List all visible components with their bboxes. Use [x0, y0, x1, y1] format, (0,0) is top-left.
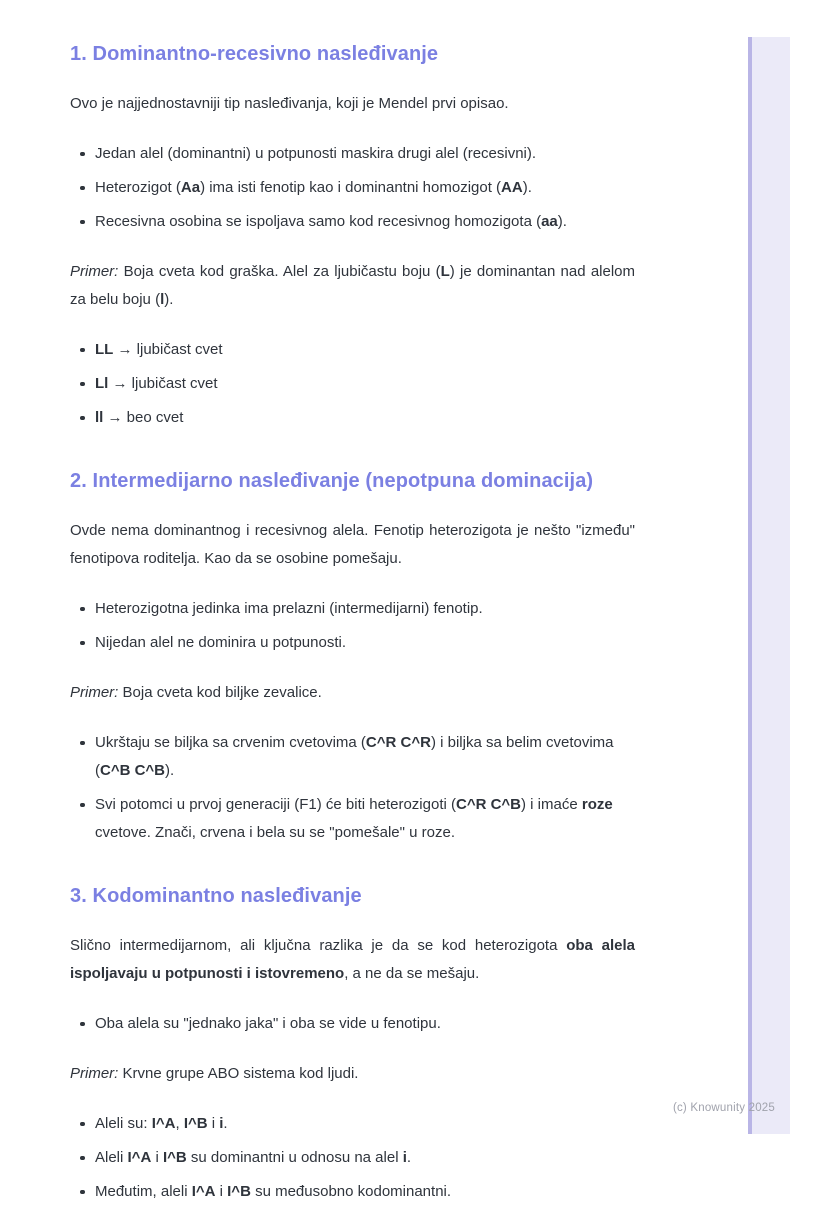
list-item: Nijedan alel ne dominira u potpunosti.	[70, 629, 635, 657]
bullet-list	[70, 595, 635, 657]
list-item: Heterozigot (Aa) ima isti fenotip kao i dominantni homozigot (AA).	[70, 174, 635, 202]
list-item: Heterozigotna jedinka ima prelazni (intermedijarni) fenotip.	[70, 595, 635, 623]
bold-text: AA	[501, 179, 523, 196]
italic-text: Primer:	[70, 263, 119, 280]
bold-text: LL	[95, 341, 114, 358]
bold-text: Ll	[95, 375, 109, 392]
list-item: Recesivna osobina se ispoljava samo kod recesivnog homozigota (aa).	[70, 208, 635, 236]
bold-text: Aa	[180, 179, 201, 196]
bold-text: I^A	[191, 1183, 216, 1200]
section-heading: 2. Intermedijarno nasleđivanje (nepotpuna dominacija)	[70, 470, 594, 492]
list-item: Oba alela su "jednako jaka" i oba se vide u fenotipu.	[70, 1010, 635, 1038]
paragraph: Primer: Boja cveta kod graška. Alel za ljubičastu boju (L) je dominantan nad alelom za belu boju (l).	[70, 263, 636, 308]
section-heading: 1. Dominantno-recesivno nasleđivanje	[70, 43, 439, 65]
list-item: Međutim, aleli I^A i I^B su međusobno kodominantni.	[70, 1178, 635, 1206]
bold-text: i	[402, 1149, 407, 1166]
italic-text: Primer:	[70, 684, 119, 701]
bold-text: C^B C^B	[100, 762, 166, 779]
bold-text: ll	[95, 409, 104, 426]
bold-text: I^B	[162, 1149, 187, 1166]
list-item: Aleli I^A i I^B su dominantni u odnosu na alel i.	[70, 1144, 635, 1172]
document-content	[70, 41, 635, 1228]
bold-text: I^B	[227, 1183, 251, 1200]
bold-text: C^R C^B	[455, 796, 522, 813]
right-page-edge-strip	[748, 37, 790, 1134]
list-item: Jedan alel (dominantni) u potpunosti maskira drugi alel (recesivni).	[70, 140, 635, 168]
paragraph: Ovde nema dominantnog i recesivnog alela. Fenotip heterozigota je nešto "između" fenotipova roditelja. Kao da se osobine pomešaju.	[70, 522, 635, 567]
bullet-list	[70, 1110, 635, 1206]
bold-text: roze	[581, 796, 613, 813]
bold-text: oba alela ispoljavaju u potpunosti i istovremeno	[70, 937, 635, 982]
bold-text: I^A	[151, 1115, 176, 1132]
bullet-list	[70, 140, 635, 236]
bold-text: I^A	[127, 1149, 152, 1166]
bold-text: I^B	[183, 1115, 208, 1132]
bold-text: l	[160, 291, 165, 308]
paragraph: Ovo je najjednostavniji tip nasleđivanja, koji je Mendel prvi opisao.	[70, 95, 509, 112]
list-item: Ukrštaju se biljka sa crvenim cvetovima (C^R C^R) i biljka sa belim cvetovima (C^B C^B).	[70, 729, 635, 785]
list-item: Ll → ljubičast cvet	[70, 370, 635, 398]
bullet-list	[70, 336, 635, 432]
copyright-footer: (c) Knowunity 2025	[672, 1102, 775, 1114]
bold-text: L	[440, 263, 450, 280]
bold-text: aa	[541, 213, 558, 230]
bold-text: i	[219, 1115, 224, 1132]
paragraph: Primer: Boja cveta kod biljke zevalice.	[70, 684, 322, 701]
bullet-list	[70, 729, 635, 847]
list-item: Svi potomci u prvoj generaciji (F1) će biti heterozigoti (C^R C^B) i imaće roze cvetove. Znači, crvena i bela su se "pomešale" u roze.	[70, 791, 635, 847]
section-heading: 3. Kodominantno nasleđivanje	[70, 885, 362, 907]
paragraph: Slično intermedijarnom, ali ključna razlika je da se kod heterozigota oba alela ispoljavaju u potpunosti i istovremeno, a ne da se mešaju.	[70, 937, 635, 982]
bullet-list	[70, 1010, 635, 1038]
list-item: LL → ljubičast cvet	[70, 336, 635, 364]
paragraph: Primer: Krvne grupe ABO sistema kod ljudi.	[70, 1065, 359, 1082]
list-item: ll → beo cvet	[70, 404, 635, 432]
list-item: Aleli su: I^A, I^B i i.	[70, 1110, 635, 1138]
bold-text: C^R C^R	[365, 734, 431, 751]
italic-text: Primer:	[70, 1065, 119, 1082]
